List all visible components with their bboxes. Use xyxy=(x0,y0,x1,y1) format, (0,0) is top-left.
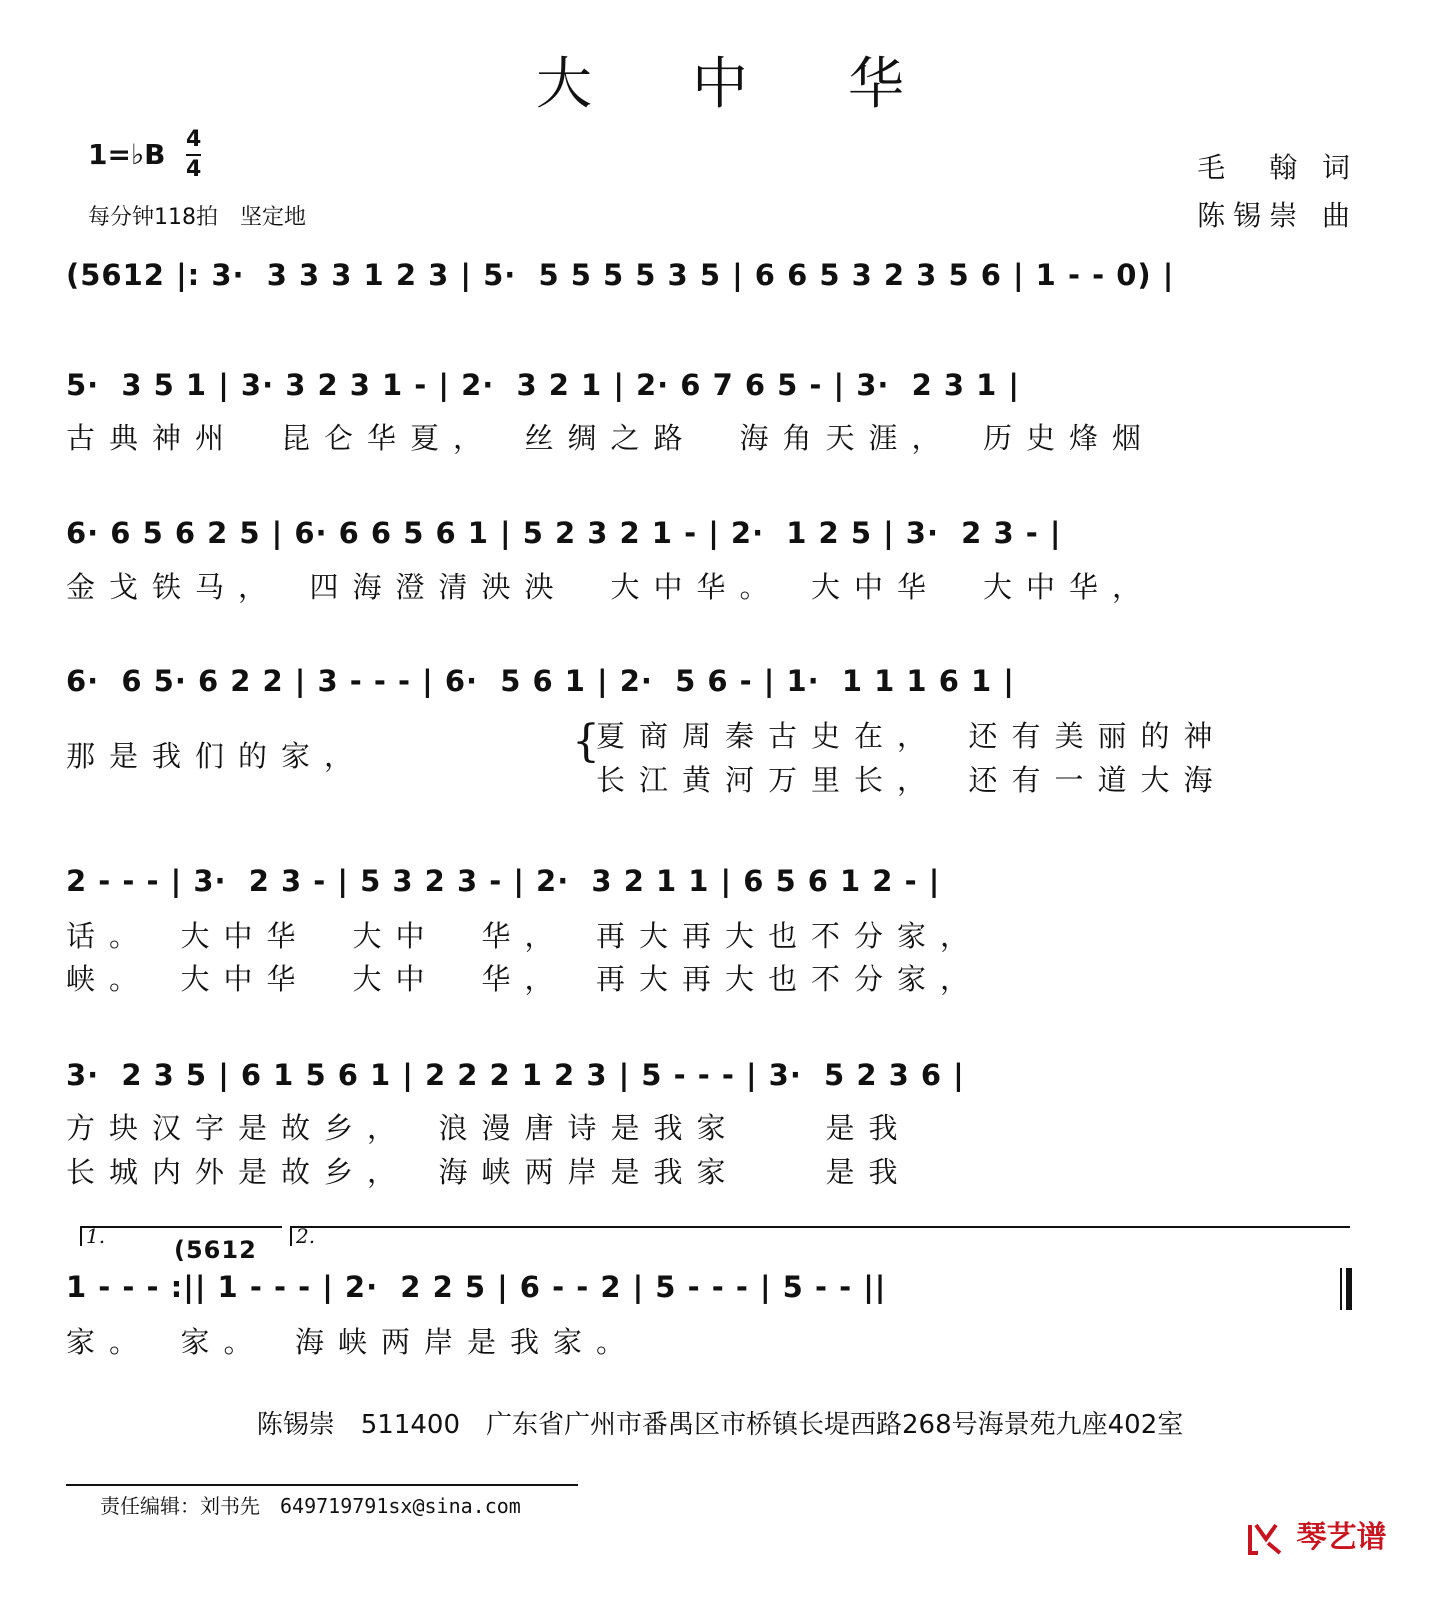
score-line-6-lyrics-1: 方块汉字是故乡， 浪漫唐诗是我家 是我 xyxy=(66,1111,912,1145)
verse-2-lyrics: 长江黄河万里长， 还有一道大海 xyxy=(596,763,1227,797)
score-line-7-lyrics: 家。 家。 海峡两岸是我家。 xyxy=(66,1325,640,1359)
final-barline-thin xyxy=(1340,1268,1342,1310)
score-line-3-notes: 6· 6 5 6 2 5 | 6· 6 6 5 6 1 | 5 2 3 2 1 - | 2· 1 2 5 | 3· 2 3 - | xyxy=(66,516,1062,550)
score-line-7-notes: 1 - - - :|| 1 - - - | 2· 2 2 5 | 6 - - 2 | 5 - - - | 5 - - || xyxy=(66,1270,887,1304)
score-line-1-notes: (5612 |: 3· 3 3 3 1 2 3 | 5· 5 5 5 5 3 5 | 6 6 5 3 2 3 5 6 | 1 - - 0) | xyxy=(66,258,1175,292)
verse-brace: { xyxy=(572,716,600,767)
first-ending-label: 1. xyxy=(86,1224,106,1248)
logo-text: 琴艺谱 xyxy=(1296,1520,1387,1555)
footer-divider xyxy=(66,1484,578,1486)
verse-1-lyrics: 夏商周秦古史在， 还有美丽的神 xyxy=(596,719,1227,753)
score-line-5-lyrics-2: 峡。 大中华 大中 华， 再大再大也不分家， xyxy=(66,962,984,996)
score-line-5-lyrics-1: 话。 大中华 大中 华， 再大再大也不分家， xyxy=(66,919,984,953)
key-signature: 1=♭B xyxy=(88,138,166,171)
page-title: 大中华 xyxy=(536,52,1004,117)
logo-icon xyxy=(1246,1519,1286,1559)
second-ending-bracket xyxy=(290,1226,1350,1246)
time-sig-top: 4 xyxy=(186,127,202,152)
score-line-4-notes: 6· 6 5· 6 2 2 | 3 - - - | 6· 5 6 1 | 2· 5 6 - | 1· 1 1 1 6 1 | xyxy=(66,664,1015,698)
score-line-2-notes: 5· 3 5 1 | 3· 3 2 3 1 - | 2· 3 2 1 | 2· 6 7 6 5 - | 3· 2 3 1 | xyxy=(66,368,1021,402)
time-sig-bottom: 4 xyxy=(186,157,202,182)
score-line-4-lyrics: 那是我们的家， xyxy=(66,739,368,773)
editor-credit: 责任编辑：刘书先 649719791sx@sina.com xyxy=(100,1494,521,1518)
score-line-5-notes: 2 - - - | 3· 2 3 - | 5 3 2 3 - | 2· 3 2 1 1 | 6 5 6 1 2 - | xyxy=(66,864,941,898)
time-signature xyxy=(186,128,201,182)
second-ending-label: 2. xyxy=(296,1224,316,1248)
composer-credit: 陈锡崇 曲 xyxy=(1197,199,1358,232)
score-line-3-lyrics: 金戈铁马， 四海澄清泱泱 大中华。 大中华 大中华， xyxy=(66,570,1156,604)
pickup-notes: (5612 xyxy=(174,1236,257,1264)
final-barline-thick xyxy=(1346,1268,1352,1310)
score-line-2-lyrics: 古典神州 昆仑华夏， 丝绸之路 海角天涯， 历史烽烟 xyxy=(66,421,1156,455)
composer-address: 陈锡崇 511400 广东省广州市番禺区市桥镇长堤西路268号海景苑九座402室 xyxy=(256,1410,1184,1440)
tempo-marking: 每分钟118拍 坚定地 xyxy=(88,205,306,230)
score-line-6-lyrics-2: 长城内外是故乡， 海峡两岸是我家 是我 xyxy=(66,1155,912,1189)
score-line-6-notes: 3· 2 3 5 | 6 1 5 6 1 | 2 2 2 1 2 3 | 5 - - - | 3· 5 2 3 6 | xyxy=(66,1058,965,1092)
site-logo xyxy=(1246,1512,1386,1559)
lyricist-credit: 毛 翰 词 xyxy=(1197,151,1358,184)
